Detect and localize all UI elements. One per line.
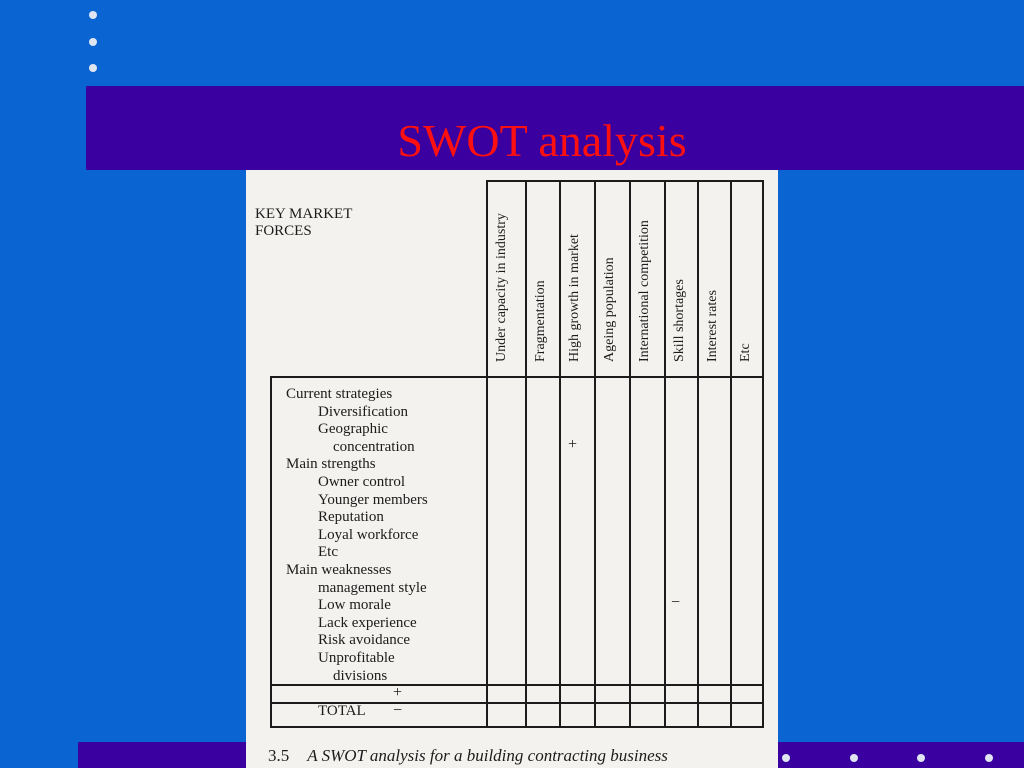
grid-line	[486, 180, 488, 376]
cell-mark-plus: +	[568, 436, 578, 453]
caption-number: 3.5	[268, 746, 290, 765]
row-labels	[286, 386, 428, 685]
row-label: Lack experience	[318, 614, 417, 631]
column-header: Etc	[738, 343, 753, 362]
grid-line	[486, 376, 488, 727]
plus-row-label: +	[393, 684, 403, 701]
row-label: Current strategies	[286, 386, 393, 402]
swot-figure	[246, 170, 778, 768]
column-header: High growth in market	[567, 234, 582, 362]
row-label: Loyal workforce	[318, 526, 419, 543]
row-label: Diversification	[318, 403, 408, 420]
grid-line	[629, 376, 631, 727]
header-label-line2: FORCES	[255, 223, 312, 239]
figure-caption	[268, 746, 668, 766]
row-label: divisions	[333, 667, 388, 684]
grid-line	[594, 376, 596, 727]
column-header: Ageing population	[602, 257, 617, 362]
bullet-dot	[917, 754, 925, 762]
row-label: Etc	[318, 544, 338, 561]
grid-line	[559, 376, 561, 727]
grid-line	[762, 376, 764, 727]
grid-line	[525, 376, 527, 727]
grid-line	[697, 376, 699, 727]
caption-text: A SWOT analysis for a building contracting business	[307, 746, 668, 765]
bullet-dot	[782, 754, 790, 762]
grid-line	[270, 376, 272, 727]
bullet-dot	[850, 754, 858, 762]
bullet-dot	[89, 64, 97, 72]
grid-line	[730, 180, 732, 376]
row-label: Main weaknesses	[286, 561, 392, 578]
row-label: Risk avoidance	[318, 632, 411, 649]
grid-line	[664, 376, 666, 727]
grid-line	[664, 180, 666, 376]
row-label: Owner control	[318, 473, 406, 490]
grid-line	[629, 180, 631, 376]
row-label: concentration	[333, 438, 415, 455]
row-label: Unprofitable	[318, 649, 395, 666]
total-minus: −	[393, 702, 403, 719]
row-label: Reputation	[318, 509, 384, 526]
bullet-dot	[89, 11, 97, 19]
grid-line	[594, 180, 596, 376]
column-header: Interest rates	[705, 290, 720, 362]
column-header: International competition	[637, 220, 652, 362]
grid-line	[697, 180, 699, 376]
bullet-dot	[89, 38, 97, 46]
bullet-dot	[985, 754, 993, 762]
row-label: Geographic	[318, 421, 388, 438]
grid-line	[270, 726, 764, 728]
cell-mark-minus: −	[671, 594, 681, 611]
column-header: Fragmentation	[533, 280, 548, 362]
row-label: management style	[318, 579, 427, 596]
row-label: Main strengths	[286, 456, 376, 473]
row-label: Low morale	[318, 597, 391, 614]
grid-line	[525, 180, 527, 376]
column-header: Skill shortages	[672, 279, 687, 362]
column-header: Under capacity in industry	[494, 213, 509, 362]
grid-line	[270, 376, 764, 378]
grid-line	[730, 376, 732, 727]
row-label: Younger members	[318, 491, 428, 508]
grid-line	[486, 180, 762, 182]
slide-title: SWOT analysis	[397, 115, 687, 166]
grid-line	[559, 180, 561, 376]
header-label-line1: KEY MARKET	[255, 206, 353, 222]
grid-line	[762, 180, 764, 376]
total-label: TOTAL	[318, 703, 366, 719]
key-market-forces-label	[255, 206, 352, 240]
